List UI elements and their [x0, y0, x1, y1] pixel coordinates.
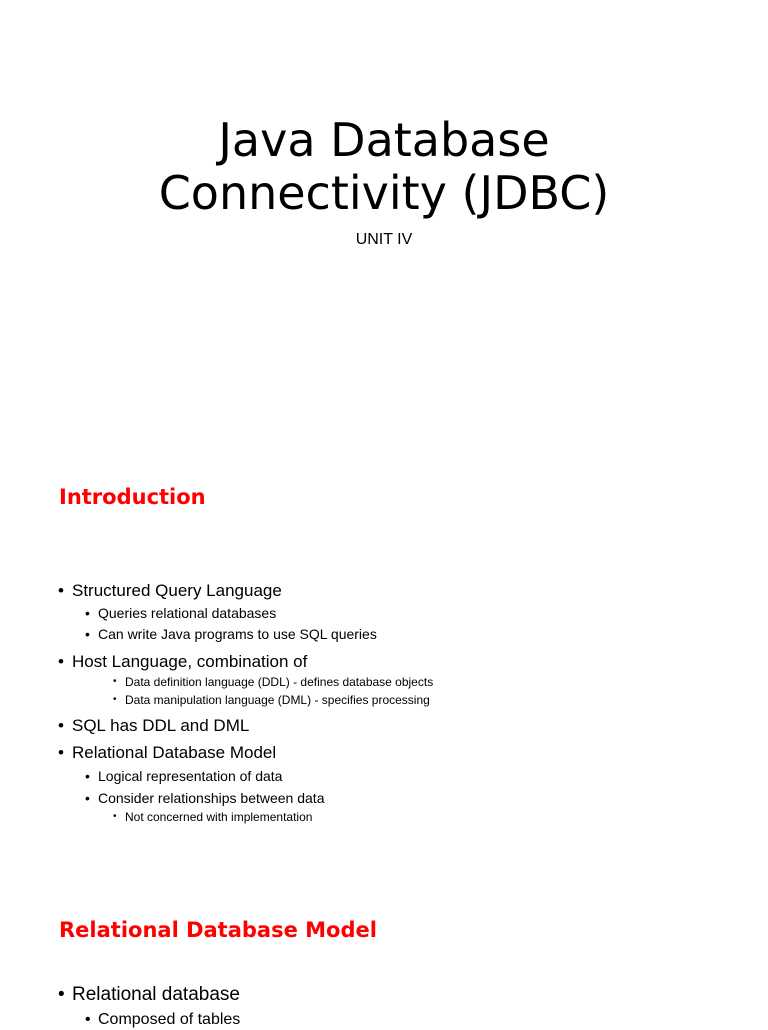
bullet-item: • Queries relational databases	[98, 604, 276, 622]
bullet-item: • Relational database	[72, 983, 240, 1007]
bullet-item: • Composed of tables	[98, 1010, 240, 1030]
bullet-item: • Structured Query Language	[72, 580, 282, 602]
slide-title-line-1: Java Database	[218, 113, 550, 167]
bullet-item: • Can write Java programs to use SQL queries	[98, 625, 377, 643]
slide-subtitle: UNIT IV	[355, 231, 413, 248]
bullet-item: • Logical representation of data	[98, 767, 282, 785]
bullet-item: • Relational Database Model	[72, 742, 276, 764]
bullet-item: • Not concerned with implementation	[125, 809, 312, 825]
bullet-item: • Consider relationships between data	[98, 789, 324, 807]
bullet-item: • Host Language, combination of	[72, 651, 307, 673]
bullet-item: • SQL has DDL and DML	[72, 715, 249, 737]
bullet-item: • Data definition language (DDL) - defines database objects	[125, 674, 433, 690]
relational-database-model-heading: Relational Database Model	[59, 918, 377, 942]
slide-title	[0, 114, 768, 220]
bullet-item: • Data manipulation language (DML) - specifies processing	[125, 692, 430, 708]
introduction-heading: Introduction	[59, 485, 206, 509]
slide-title-line-2: Connectivity (JDBC)	[158, 166, 610, 220]
